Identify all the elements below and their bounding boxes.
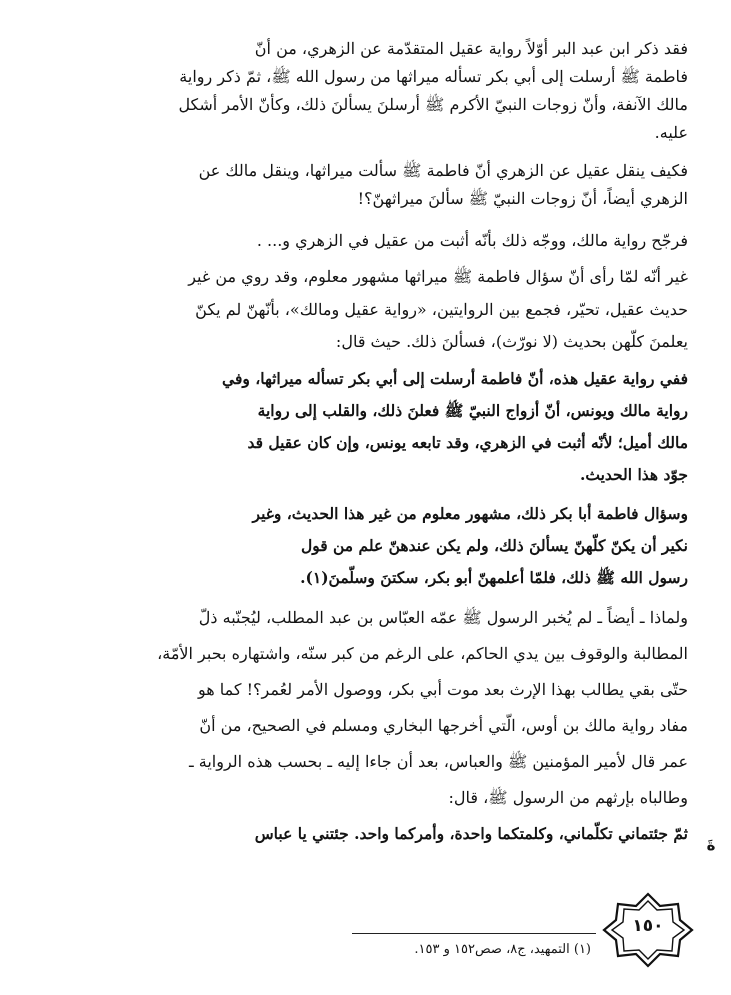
quote-line: رسول الله ﷺ ذلك، فلمّا أعلمهنّ أبو بكر، سكتنَ وسلّمنَ(١). <box>300 568 688 587</box>
text-line: مفاد رواية مالك بن أوس، الّتي أخرجها البخاري ومسلم في الصحيح، من أنّ <box>199 716 688 735</box>
footnote: (١) التمهيد، ج٨، صص١٥٢ و ١٥٣. <box>414 942 591 957</box>
text-line: حديث عقيل، تحيّر، فجمع بين الروايتين، «رواية عقيل ومالك»، بأنّهنّ لم يكنّ <box>195 300 688 319</box>
page-number: ١٥٠ <box>632 916 664 936</box>
quote-line: ثمّ جئتماني تكلّماني، وكلمتكما واحدة، وأمركما واحد. جئتني يا عباس <box>254 824 688 843</box>
text-line: عمر قال لأمير المؤمنين ﷺ والعباس، بعد أن جاءا إليه ـ بحسب هذه الرواية ـ <box>189 752 688 771</box>
text-line: ولماذا ـ أيضاً ـ لم يُخبر الرسول ﷺ عمّه العبّاس بن عبد المطلب، ليُجنّبه ذلّ <box>198 608 688 627</box>
footnote-separator <box>352 933 596 934</box>
quote-line: ففي رواية عقيل هذه، أنّ فاطمة أرسلت إلى أبي بكر تسأله ميراثها، وفي <box>222 369 688 388</box>
text-line: عليه. <box>654 123 688 142</box>
text-line: فقد ذكر ابن عبد البر أوّلاً رواية عقيل المتقدّمة عن الزهري، من أنّ <box>254 39 688 58</box>
text-line: يعلمنَ كلّهن بحديث (لا نورّث)، فسألنَ ذلك. حيث قال: <box>335 332 688 351</box>
quote-line: رواية مالك ويونس، أنّ أزواج النبيّ ﷺ فعلنَ ذلك، والقلب إلى رواية <box>257 401 688 420</box>
text-line: حتّى بقي يطالب بهذا الإرث بعد موت أبي بكر، ووصول الأمر لعُمر؟! كما هو <box>197 680 688 699</box>
quote-line: جوّد هذا الحديث. <box>579 465 688 484</box>
side-marker: ةَ <box>706 836 716 854</box>
text-line: مالك الآنفة، وأنّ زوجات النبيّ الأكرم ﷺ أرسلنَ يسألنَ ذلك، وكأنّ الأمر أشكل <box>178 95 688 114</box>
text-line: الزهري أيضاً، أنّ زوجات النبيّ ﷺ سألنَ ميراثهنّ؟! <box>357 189 688 208</box>
text-line: غير أنّه لمّا رأى أنّ سؤال فاطمة ﷺ ميراثها مشهور معلوم، وقد روي من غير <box>188 267 688 286</box>
text-line: وطالباه بإرثهم من الرسول ﷺ، قال: <box>448 788 688 807</box>
page-number-badge <box>600 890 696 970</box>
text-line: فكيف ينقل عقيل عن الزهري أنّ فاطمة ﷺ سألت ميراثها، وينقل مالك عن <box>198 161 688 180</box>
quote-line: مالك أميل؛ لأنّه أثبت في الزهري، وقد تابعه يونس، وإن كان عقيل قد <box>247 433 688 452</box>
text-line: فرجّح رواية مالك، ووجّه ذلك بأنّه أثبت من عقيل في الزهري و... . <box>256 231 688 250</box>
quote-line: وسؤال فاطمة أبا بكر ذلك، مشهور معلوم من غير هذا الحديث، وغير <box>252 504 688 523</box>
quote-line: نكير أن يكنّ كلّهنّ يسألنَ ذلك، ولم يكن عندهنّ علم من قول <box>300 536 688 555</box>
text-line: المطالبة والوقوف بين يدي الحاكم، على الرغم من كبر سنّه، واشتهاره بحبر الأمّة، <box>157 644 688 663</box>
text-line: فاطمة ﷺ أرسلت إلى أبي بكر تسأله ميراثها من رسول الله ﷺ، ثمّ ذكر رواية <box>179 67 688 86</box>
